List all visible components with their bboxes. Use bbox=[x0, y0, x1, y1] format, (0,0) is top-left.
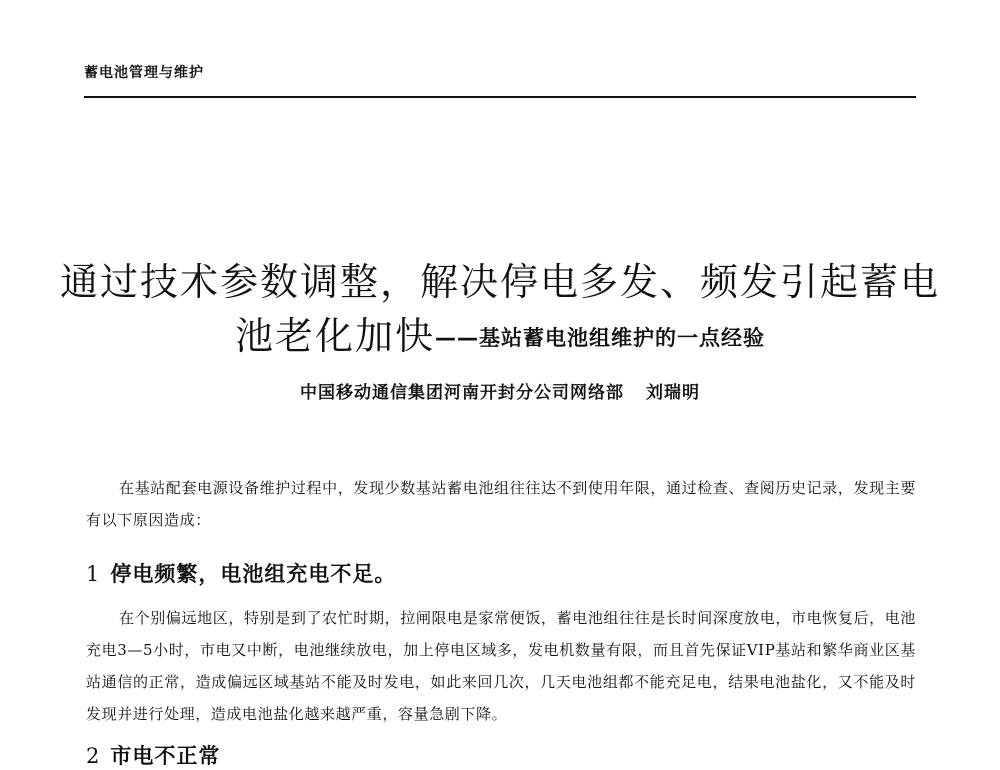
article-title bbox=[60, 256, 940, 364]
section-number: 1 bbox=[86, 562, 101, 586]
author-name: 刘瑞明 bbox=[646, 383, 700, 403]
header-rule bbox=[84, 96, 916, 98]
article-subtitle: ——基站蓄电池组维护的一点经验 bbox=[435, 326, 765, 350]
section-number: 2 bbox=[86, 744, 101, 768]
section-heading-2 bbox=[86, 740, 220, 770]
section-heading-text: 停电频繁，电池组充电不足。 bbox=[110, 562, 397, 586]
author-affiliation: 中国移动通信集团河南开封分公司网络部 bbox=[300, 383, 624, 403]
title-line-1: 通过技术参数调整，解决停电多发、频发引起蓄电 bbox=[60, 260, 941, 304]
intro-paragraph: 在基站配套电源设备维护过程中，发现少数基站蓄电池组往往达不到使用年限，通过检查、查阅历史记录，发现主要有以下原因造成： bbox=[86, 479, 916, 529]
title-line-2: 池老化加快 bbox=[234, 314, 435, 358]
section-heading-text: 市电不正常 bbox=[110, 744, 221, 768]
author-line bbox=[60, 378, 940, 403]
running-header: 蓄电池管理与维护 bbox=[84, 65, 204, 81]
section-1-paragraph: 在个别偏远地区，特别是到了农忙时期，拉闸限电是家常便饭，蓄电池组往往是长时间深度放电，市电恢复后，电池充电3—5小时，市电又中断，电池继续放电，加上停电区域多，发电机数量有限，而且首先保证VIP基站和繁华商业区基站通信的正常，造成偏远区域基站不能及时发电，如此来回几次，几天电池组都不能充足电，结果电池盐化，又不能及时发现并进行处理，造成电池盐化越来越严重，容量急剧下降。 bbox=[86, 609, 916, 723]
section-heading-1 bbox=[86, 558, 396, 588]
